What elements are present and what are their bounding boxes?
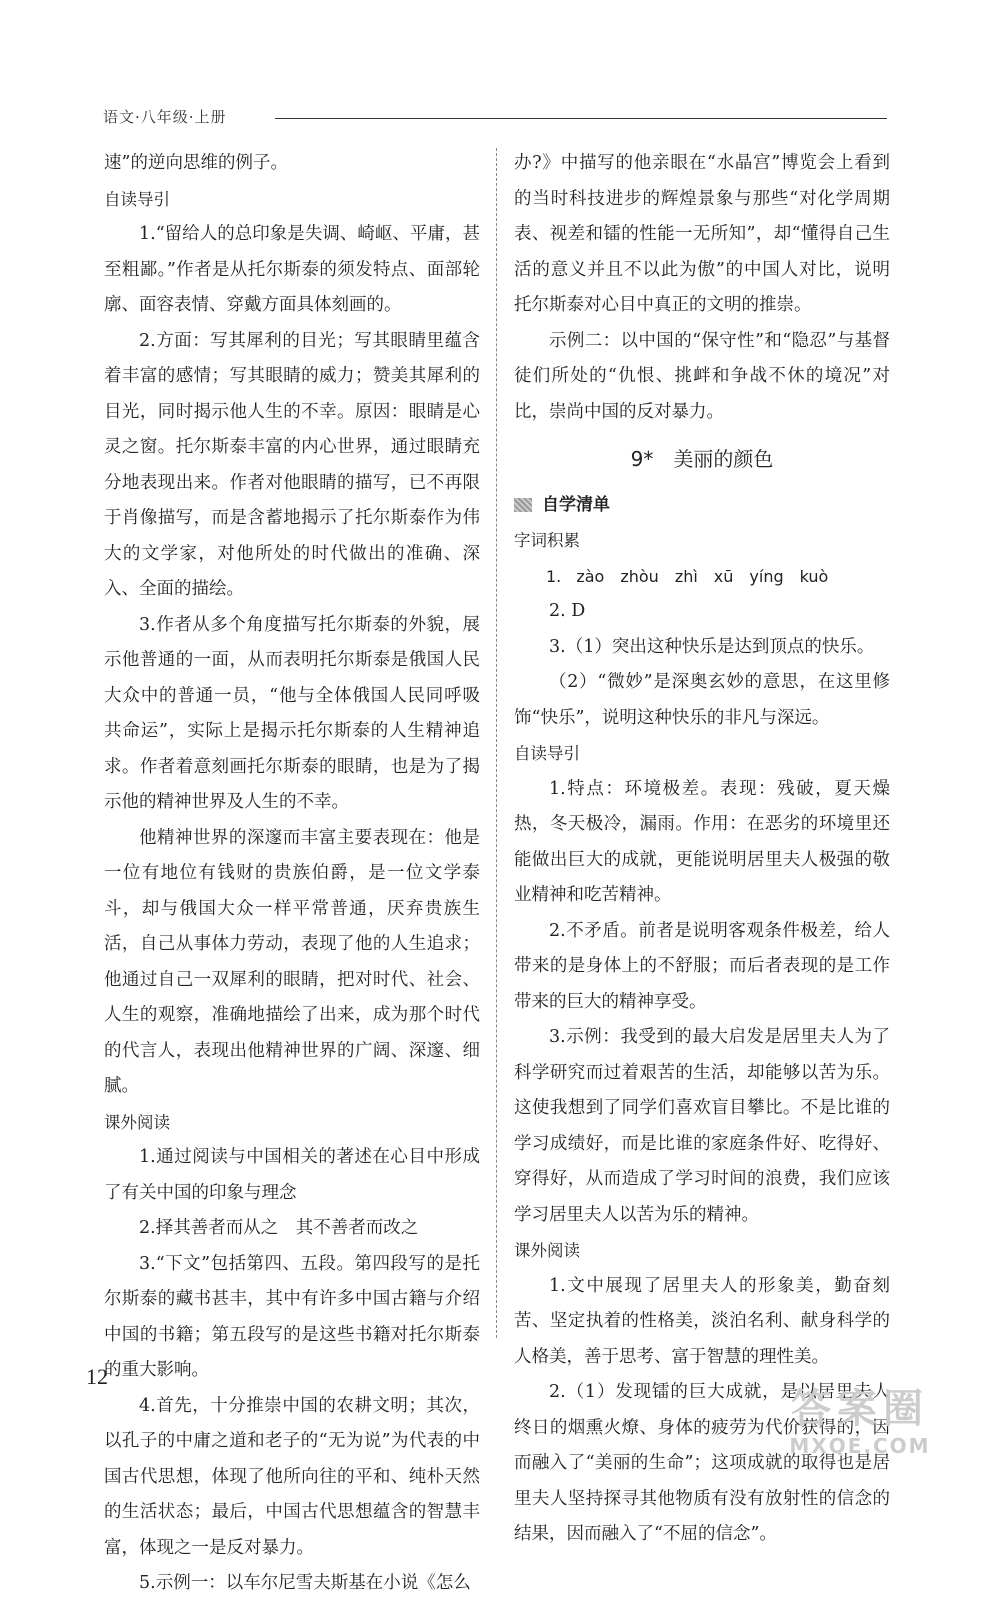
paragraph: 2.（1）发现镭的巨大成就，是以居里夫人终日的烟熏火燎、身体的疲劳为代价获得的，因而融入了“美丽的生命”；这项成就的取得也是居里夫人坚持探寻其他物质有没有放射性的信念的结果，因而融入了“不屈的信念”。 <box>514 1382 890 1544</box>
section-heading: 课外阅读 <box>514 1241 580 1260</box>
book-title: 语文·八年级·上册 <box>103 108 227 126</box>
paragraph: 3.作者从多个角度描写托尔斯泰的外貌，展示他普通的一面，从而表明托尔斯泰是俄国人民大众中的普通一员，“他与全体俄国人民同呼吸共命运”，实际上是揭示托尔斯泰的人生精神追求。作者着意刻画托尔斯泰的眼睛，也是为了揭示他的精神世界及人生的不幸。 <box>104 614 480 812</box>
section-heading: 字词积累 <box>514 531 580 550</box>
paragraph: 1.文中展现了居里夫人的形象美，勤奋刻苦、坚定执着的性格美，淡泊名利、献身科学的人格美，善于思考、富于智慧的理性美。 <box>514 1275 890 1367</box>
watermark-logo <box>770 1377 950 1457</box>
paragraph: 2.择其善者而从之 其不善者而改之 <box>139 1218 419 1238</box>
pinyin-answer: 1. zào zhòu zhì xū yíng kuò <box>546 566 829 586</box>
paragraph: 1.通过阅读与中国相关的著述在心目中形成了有关中国的印象与理念 <box>104 1147 480 1203</box>
paragraph: 2.不矛盾。前者是说明客观条件极差，给人带来的是身体上的不舒服；而后者表现的是工作带来的巨大的精神享受。 <box>514 920 890 1012</box>
paragraph: 2. D <box>549 601 586 621</box>
paragraph: 示例二：以中国的“保守性”和“隐忍”与基督徒们所处的“仇恨、挑衅和争战不休的境况”对比，崇尚中国的反对暴力。 <box>514 330 890 422</box>
lesson-title: 9* 美丽的颜色 <box>630 447 774 471</box>
paragraph: 5.示例一：以车尔尼雪夫斯基在小说《怎么 <box>139 1573 471 1593</box>
paragraph: 3.（1）突出这种快乐是达到顶点的快乐。 <box>549 636 875 657</box>
box-heading-label: 自学清单 <box>542 494 610 515</box>
paragraph: 3.示例：我受到的最大启发是居里夫人为了科学研究而过着艰苦的生活，却能够以苦为乐。这使我想到了同学们喜欢盲目攀比。不是比谁的学习成绩好，而是比谁的家庭条件好、吃得好、穿得好，从而造成了学习时间的浪费，我们应该学习居里夫人以苦为乐的精神。 <box>514 1027 890 1225</box>
page-number: 12 <box>86 1364 108 1389</box>
box-heading <box>514 488 890 524</box>
paragraph: 1.特点：环境极差。表现：残破，夏天燥热，冬天极冷，漏雨。作用：在恶劣的环境里还能做出巨大的成就，更能说明居里夫人极强的敬业精神和吃苦精神。 <box>514 778 890 905</box>
paragraph: 4.首先，十分推崇中国的农耕文明；其次，以孔子的中庸之道和老子的“无为说”为代表的中国古代思想，体现了他所向往的平和、纯朴天然的生活状态；最后，中国古代思想蕴含的智慧丰富，体现之一是反对暴力。 <box>104 1395 480 1558</box>
header-rule <box>275 118 887 119</box>
right-column <box>514 146 890 1553</box>
section-heading: 课外阅读 <box>104 1112 170 1132</box>
watermark-url: MXQE.COM <box>789 1434 931 1458</box>
running-header <box>103 106 887 128</box>
column-divider <box>496 148 497 1338</box>
paragraph: 速”的逆向思维的例子。 <box>104 153 288 173</box>
paragraph: 2.方面：写其犀利的目光；写其眼睛里蕴含着丰富的感情；写其眼睛的威力；赞美其犀利的目光，同时揭示他人生的不幸。原因：眼睛是心灵之窗。托尔斯泰丰富的内心世界，通过眼睛充分地表现出来。作者对他眼睛的描写，已不再限于肖像描写，而是含蓄地揭示了托尔斯泰作为伟大的文学家，对他所处的时代做出的准确、深入、全面的描绘。 <box>104 330 480 599</box>
watermark-text: 答案圈 <box>791 1386 929 1432</box>
paragraph: 3.“下文”包括第四、五段。第四段写的是托尔斯泰的藏书甚丰，其中有许多中国古籍与介绍中国的书籍；第五段写的是这些书籍对托尔斯泰的重大影响。 <box>104 1253 480 1380</box>
section-heading: 自读导引 <box>514 744 580 763</box>
paragraph: 他精神世界的深邃而丰富主要表现在：他是一位有地位有钱财的贵族伯爵，是一位文学泰斗，却与俄国大众一样平常普通，厌弃贵族生活，自己从事体力劳动，表现了他的人生追求；他通过自己一双犀利的眼睛，把对时代、社会、人生的观察，准确地描绘了出来，成为那个时代的代言人，表现出他精神世界的广阔、深邃、细腻。 <box>104 827 480 1096</box>
paragraph: （2）“微妙”是深奥玄妙的意思，在这里修饰“快乐”，说明这种快乐的非凡与深远。 <box>514 672 890 728</box>
heading-marker-icon <box>514 498 532 512</box>
paragraph: 办?》中描写的他亲眼在“水晶宫”博览会上看到的当时科技进步的辉煌景象与那些“对化学周期表、视差和镭的性能一无所知”，却“懂得自己生活的意义并且不以此为傲”的中国人对比，说明托尔斯泰对心目中真正的文明的推崇。 <box>514 153 890 315</box>
left-column <box>104 146 480 1602</box>
paragraph: 1.“留给人的总印象是失调、崎岖、平庸，甚至粗鄙。”作者是从托尔斯泰的须发特点、面部轮廓、面容表情、穿戴方面具体刻画的。 <box>104 224 480 315</box>
section-heading: 自读导引 <box>104 189 170 209</box>
